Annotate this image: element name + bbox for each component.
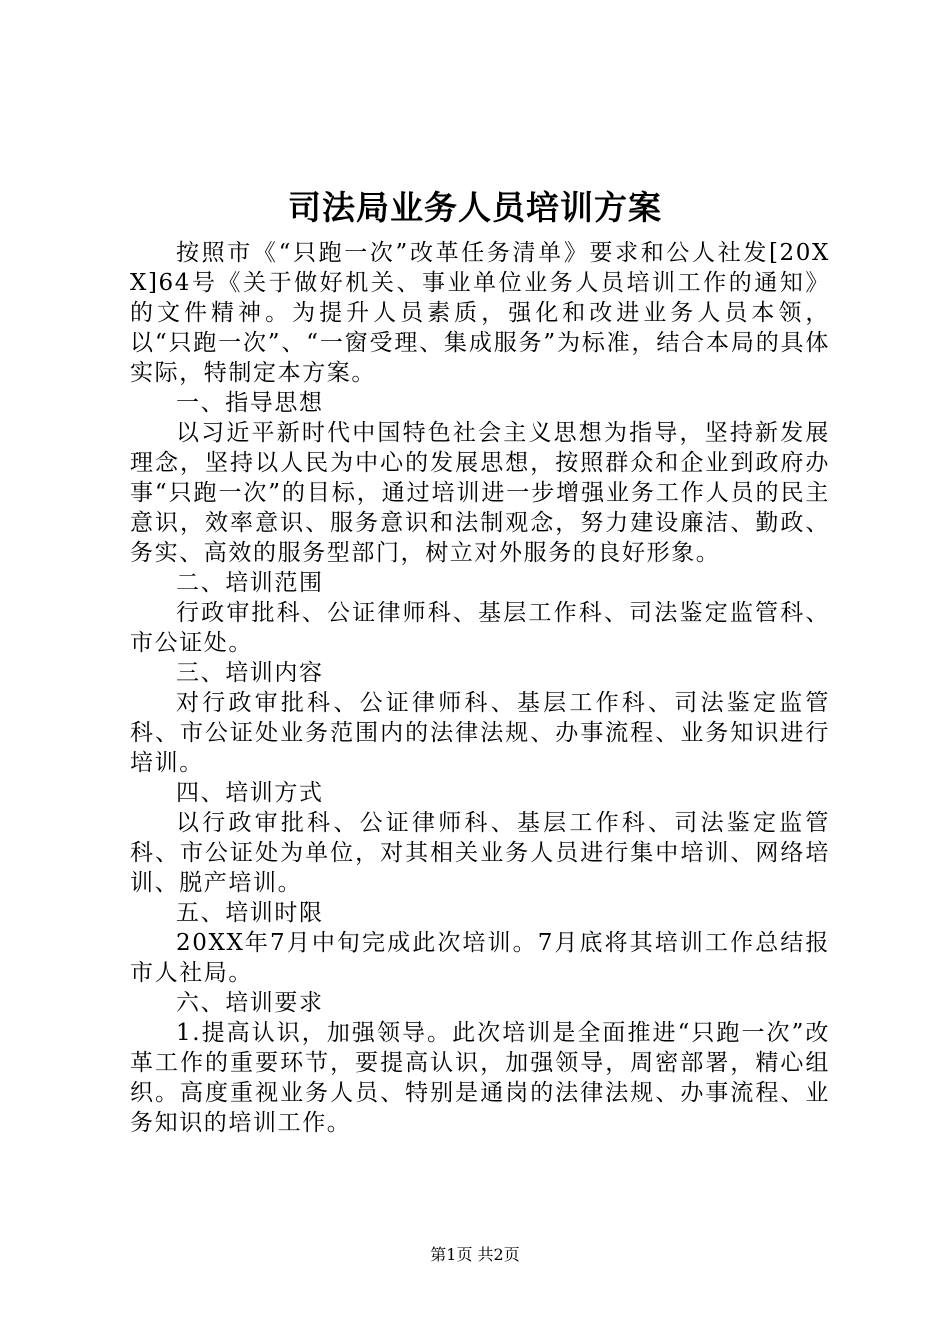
section-heading-guiding-thought: 一、指导思想 — [176, 390, 324, 416]
training-scope-paragraph: 行政审批科、公证律师科、基层工作科、司法鉴定监管科、市公证处。 — [130, 600, 830, 656]
section-heading-training-scope: 二、培训范围 — [176, 570, 324, 596]
guiding-thought-paragraph: 以习近平新时代中国特色社会主义思想为指导，坚持新发展理念，坚持以人民为中心的发展思想，按照群众和企业到政府办事“只跑一次”的目标，通过培训进一步增强业务工作人员的民主意识，效率意识、服务意识和法制观念，努力建设廉洁、勤政、务实、高效的服务型部门，树立对外服务的良好形象。 — [130, 420, 830, 566]
section-heading-training-period: 五、培训时限 — [176, 900, 324, 926]
document-title: 司法局业务人员培训方案 — [288, 188, 662, 227]
training-content-paragraph: 对行政审批科、公证律师科、基层工作科、司法鉴定监管科、市公证处业务范围内的法律法规、办事流程、业务知识进行培训。 — [130, 690, 830, 776]
training-method-paragraph: 以行政审批科、公证律师科、基层工作科、司法鉴定监管科、市公证处为单位，对其相关业务人员进行集中培训、网络培训、脱产培训。 — [130, 810, 830, 896]
page-footer: 第1页 共2页 — [430, 1245, 520, 1264]
intro-paragraph: 按照市《“只跑一次”改革任务清单》要求和公人社发[20XX]64号《关于做好机关、事业单位业务人员培训工作的通知》的文件精神。为提升人员素质，强化和改进业务人员本领，以“只跑一次”、“一窗受理、集成服务”为标准，结合本局的具体实际，特制定本方案。 — [130, 240, 830, 386]
section-heading-training-content: 三、培训内容 — [176, 660, 324, 686]
training-requirements-paragraph: 1.提高认识，加强领导。此次培训是全面推进“只跑一次”改革工作的重要环节，要提高认识，加强领导，周密部署，精心组织。高度重视业务人员、特别是通岗的法律法规、办事流程、业务知识的培训工作。 — [130, 1020, 830, 1136]
document-body — [130, 238, 830, 1138]
training-period-paragraph: 20XX年7月中旬完成此次培训。7月底将其培训工作总结报市人社局。 — [130, 930, 830, 986]
section-heading-training-requirements: 六、培训要求 — [176, 990, 324, 1016]
section-heading-training-method: 四、培训方式 — [176, 780, 324, 806]
